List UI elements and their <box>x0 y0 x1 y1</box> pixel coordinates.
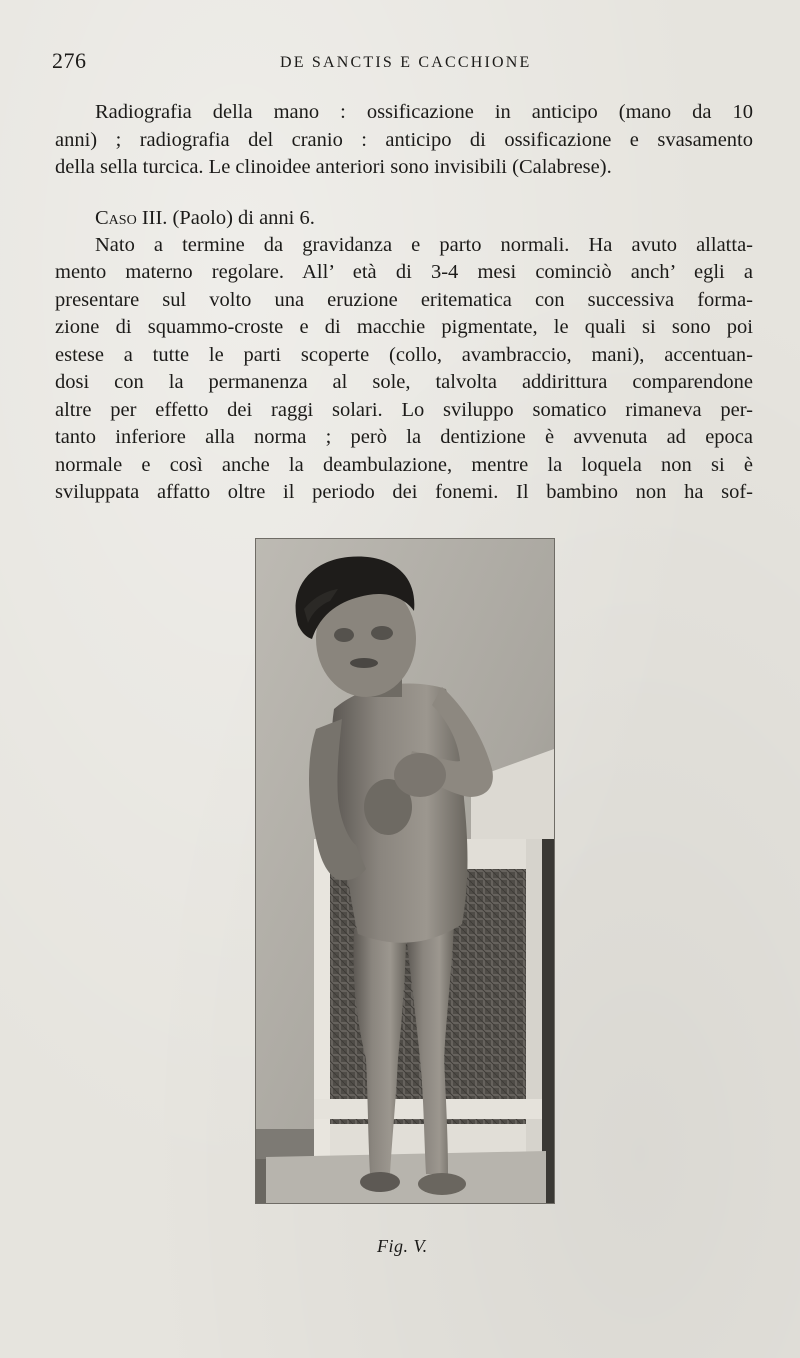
case-heading-text: III. (Paolo) di anni 6. <box>136 207 315 229</box>
child-photograph <box>256 539 554 1203</box>
case-heading <box>95 205 753 232</box>
photograph-figure <box>256 539 554 1203</box>
paragraph-line: della sella turcica. Le clinoidee anteriori sono invisibili (Calabrese). <box>55 156 612 178</box>
paragraph-line: tanto inferiore alla norma ; però la dentizione è avvenuta ad epoca <box>55 426 753 448</box>
paragraph-line: normale e così anche la deambulazione, mentre la loquela non si è <box>55 454 753 476</box>
paragraph-line: dosi con la permanenza al sole, talvolta addirittura comparendone <box>55 371 753 393</box>
paragraph-line: Radiografia della mano : ossificazione in anticipo (mano da 10 <box>95 101 753 123</box>
running-head <box>52 48 752 78</box>
figure-caption: Fig. V. <box>377 1236 428 1256</box>
paragraph-line: sviluppata affatto oltre il periodo dei fonemi. Il bambino non ha sof- <box>55 481 753 503</box>
paragraph-line: zione di squammo-croste e di macchie pigmentate, le quali si sono poi <box>55 316 753 338</box>
paragraph-line: Nato a termine da gravidanza e parto normali. Ha avuto allatta- <box>95 234 753 256</box>
case-label: Caso <box>95 207 137 229</box>
paragraph-line: mento materno regolare. All’ età di 3-4 mesi cominciò anch’ egli a <box>55 261 753 283</box>
paragraph-line: anni) ; radiografia del cranio : anticipo di ossificazione e svasamento <box>55 129 753 151</box>
running-title: DE SANCTIS E CACCHIONE <box>280 54 532 71</box>
page-number: 276 <box>52 48 87 73</box>
paragraph-line: presentare sul volto una eruzione eritematica con successiva forma- <box>55 289 753 311</box>
paragraph-line: altre per effetto dei raggi solari. Lo sviluppo somatico rimaneva per- <box>55 399 753 421</box>
paragraph-line: estese a tutte le parti scoperte (collo, avambraccio, mani), accentuan- <box>55 344 753 366</box>
